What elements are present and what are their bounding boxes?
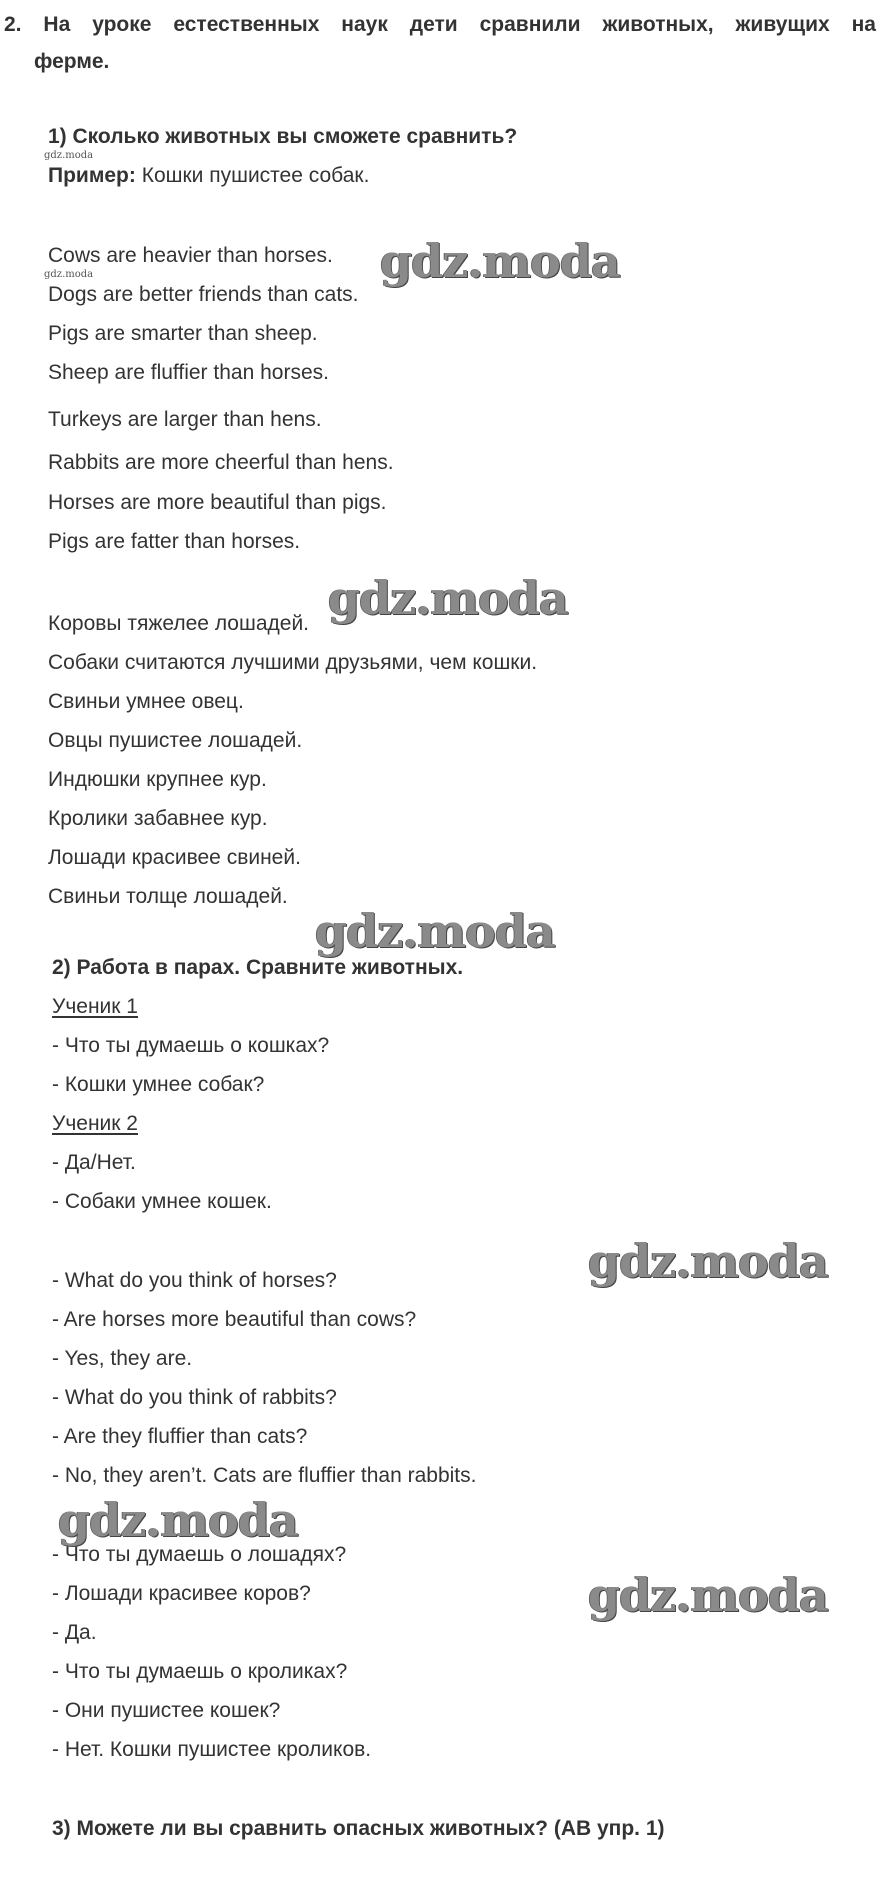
dialog-line: - Что ты думаешь о лошадях? <box>52 1543 347 1566</box>
task-word: сравнили <box>479 13 581 36</box>
english-sentence: Turkeys are larger than hens. <box>48 408 322 431</box>
english-sentence: Pigs are smarter than sheep. <box>48 322 318 345</box>
dialog-line: - Are they fluffier than cats? <box>52 1425 308 1448</box>
task-number: 2. <box>4 13 22 36</box>
task-word: дети <box>409 13 458 36</box>
watermark: gdz.moda <box>328 571 568 625</box>
watermark: gdz.moda <box>588 1234 828 1288</box>
task-word: уроке <box>92 13 152 36</box>
english-sentence: Dogs are better friends than cats. <box>48 283 359 306</box>
watermark: gdz.moda <box>315 904 555 958</box>
task-word: животных, <box>602 13 714 36</box>
dialog-line: - What do you think of rabbits? <box>52 1386 337 1409</box>
task-word: естественных <box>173 13 320 36</box>
english-sentence: Sheep are fluffier than horses. <box>48 361 329 384</box>
dialog-line: - Да. <box>52 1621 97 1644</box>
task-header <box>4 6 876 80</box>
russian-sentence: Коровы тяжелее лошадей. <box>48 612 310 635</box>
dialog-line: - No, they aren’t. Cats are fluffier than rabbits. <box>52 1464 477 1487</box>
watermark: gdz.moda <box>380 234 620 288</box>
task-header-line1 <box>4 6 876 43</box>
part2-title: 2) Работа в парах. Сравните животных. <box>52 956 464 979</box>
task-word: живущих <box>735 13 830 36</box>
watermark-small: gdz.moda <box>44 150 94 161</box>
task-word: На <box>43 13 71 36</box>
student1-label: Ученик 1 <box>52 995 138 1018</box>
example-line <box>48 163 369 189</box>
russian-sentence: Свиньи толще лошадей. <box>48 885 288 908</box>
english-sentence: Horses are more beautiful than pigs. <box>48 491 387 514</box>
dialog-line: - What do you think of horses? <box>52 1269 337 1292</box>
russian-sentence: Кролики забавнее кур. <box>48 807 268 830</box>
english-sentence: Cows are heavier than horses. <box>48 244 333 267</box>
russian-sentence: Овцы пушистее лошадей. <box>48 729 303 752</box>
russian-sentence: Собаки считаются лучшими друзьями, чем кошки. <box>48 651 538 674</box>
dialog-line: - Что ты думаешь о кошках? <box>52 1034 330 1057</box>
task-header-line2: ферме. <box>34 50 110 73</box>
dialog-line: - Что ты думаешь о кроликах? <box>52 1660 348 1683</box>
part1-title: 1) Сколько животных вы сможете сравнить? <box>48 125 518 148</box>
example-label: Пример: <box>48 164 136 187</box>
part3-title: 3) Можете ли вы сравнить опасных животных? (АВ упр. 1) <box>52 1817 665 1840</box>
dialog-line: - Are horses more beautiful than cows? <box>52 1308 417 1331</box>
dialog-line: - Yes, they are. <box>52 1347 193 1370</box>
task-word: наук <box>341 13 388 36</box>
russian-sentence: Свиньи умнее овец. <box>48 690 244 713</box>
dialog-line: - Да/Нет. <box>52 1151 136 1174</box>
russian-sentence: Индюшки крупнее кур. <box>48 768 267 791</box>
dialog-line: - Лошади красивее коров? <box>52 1582 311 1605</box>
watermark: gdz.moda <box>58 1493 298 1547</box>
russian-sentence: Лошади красивее свиней. <box>48 846 301 869</box>
watermark: gdz.moda <box>588 1568 828 1622</box>
dialog-line: - Они пушистее кошек? <box>52 1699 281 1722</box>
dialog-line: - Собаки умнее кошек. <box>52 1190 272 1213</box>
dialog-line: - Кошки умнее собак? <box>52 1073 265 1096</box>
student2-label: Ученик 2 <box>52 1112 138 1135</box>
task-word: на <box>851 13 876 36</box>
english-sentence: Rabbits are more cheerful than hens. <box>48 451 394 474</box>
example-text: Кошки пушистее собак. <box>135 164 370 187</box>
english-sentence: Pigs are fatter than horses. <box>48 530 301 553</box>
dialog-line: - Нет. Кошки пушистее кроликов. <box>52 1738 372 1761</box>
watermark-small: gdz.moda <box>44 269 94 280</box>
